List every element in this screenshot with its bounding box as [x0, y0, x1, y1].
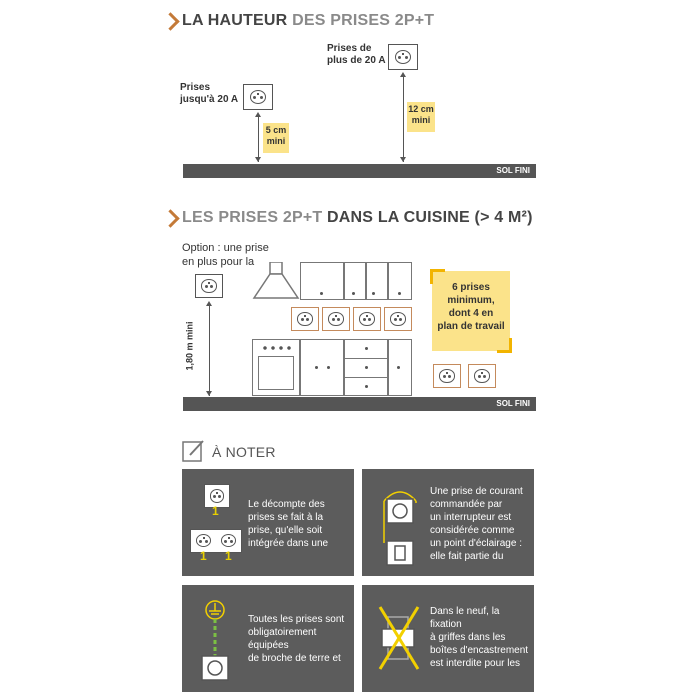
knob	[365, 385, 368, 388]
extra-socket	[468, 364, 496, 388]
section-3-title: À NOTER	[212, 444, 276, 460]
card-line: de broche de terre et	[248, 653, 341, 664]
height-line	[403, 75, 404, 162]
card-line: fixation	[430, 619, 462, 630]
label-line: Prises	[180, 82, 211, 93]
range-hood	[252, 262, 300, 302]
height-label-180: 1,80 m mini	[184, 321, 195, 371]
ground-socket-icon	[198, 599, 232, 683]
drawer-divider	[344, 377, 388, 378]
height-line	[258, 115, 259, 162]
arrow-down-icon	[255, 157, 261, 162]
knob	[352, 292, 355, 295]
upper-cabinet	[366, 262, 388, 300]
extra-socket	[433, 364, 461, 388]
double-socket-icon	[190, 529, 242, 553]
tag-line: 5 cm	[265, 125, 287, 135]
card-text	[430, 605, 528, 670]
floor-bar	[183, 397, 536, 411]
title-bold: LA HAUTEUR	[182, 12, 288, 29]
knob	[398, 292, 401, 295]
card-line: considérée comme	[430, 525, 515, 536]
chevron-right-icon	[161, 12, 179, 30]
title-bold: DANS LA CUISINE (> 4 M²)	[327, 209, 533, 226]
drawer-divider	[344, 358, 388, 359]
card-line: boîtes d'encastrement	[430, 645, 529, 656]
height-tag-12cm	[407, 102, 435, 132]
knob	[320, 292, 323, 295]
card-line: obligatoirement	[248, 627, 317, 638]
card-text	[248, 613, 344, 665]
count-mark: 1	[225, 549, 232, 563]
title-light: LES PRISES 2P+T	[182, 209, 323, 226]
card-line: à griffes dans les	[430, 632, 506, 643]
count-mark: 1	[200, 549, 207, 563]
note-card-2	[362, 469, 534, 576]
pencil-note-icon	[182, 439, 206, 463]
forbidden-claw-icon	[376, 603, 422, 673]
note-corner	[497, 338, 512, 353]
chevron-right-icon	[161, 209, 179, 227]
arrow-down-icon	[400, 157, 406, 162]
knob	[327, 366, 330, 369]
card-line: commandée par	[430, 499, 503, 510]
card-line: elle fait partie du	[430, 551, 504, 562]
count-mark: 1	[212, 504, 219, 518]
floor-label: SOL FINI	[496, 399, 530, 408]
title-light: DES PRISES 2P+T	[292, 12, 435, 29]
section-1-title	[182, 12, 434, 30]
height-tag-5cm	[263, 123, 289, 153]
card-line: un interrupteur est	[430, 512, 512, 523]
note-line: dont 4 en	[448, 308, 494, 319]
floor-label: SOL FINI	[496, 166, 530, 175]
knob	[315, 366, 318, 369]
prises-note	[432, 271, 510, 351]
height-line	[209, 304, 210, 396]
card-line: intégrée dans une	[248, 538, 329, 549]
card-text	[430, 485, 523, 563]
floor-bar	[183, 164, 536, 178]
lamp-switch-icon	[374, 481, 426, 571]
note-card-3	[182, 585, 354, 692]
note-line: plan de travail	[437, 321, 505, 332]
note-card-1	[182, 469, 354, 576]
knob	[365, 366, 368, 369]
base-cabinet	[300, 339, 344, 396]
label-line: plus de 20 A	[327, 55, 386, 66]
label-line: Prises de	[327, 43, 372, 54]
tag-line: mini	[266, 136, 286, 146]
note-line: minimum,	[447, 295, 495, 306]
card-line: Toutes les prises sont	[248, 614, 345, 625]
card-line: équipées	[248, 640, 289, 651]
knob	[372, 292, 375, 295]
small-socket-label	[180, 82, 238, 106]
worktop-socket	[291, 307, 319, 331]
label-line: en plus pour la	[182, 256, 255, 268]
knob	[365, 347, 368, 350]
knob	[397, 366, 400, 369]
upper-cabinet	[344, 262, 366, 300]
card-text	[248, 498, 328, 550]
note-line: 6 prises	[452, 282, 490, 293]
oven-knobs	[261, 346, 293, 350]
note-text	[432, 281, 510, 333]
card-line: Dans le neuf, la	[430, 606, 500, 617]
socket-option	[195, 274, 223, 298]
note-card-4	[362, 585, 534, 692]
card-line: prise, qu'elle soit	[248, 525, 323, 536]
card-line: est interdite pour les	[430, 658, 521, 669]
label-line: Option : une prise	[182, 242, 269, 254]
worktop-socket	[353, 307, 381, 331]
worktop-socket	[322, 307, 350, 331]
card-line: prises se fait à la	[248, 512, 324, 523]
tag-line: 12 cm	[408, 104, 434, 114]
socket-large	[388, 44, 418, 70]
arrow-down-icon	[206, 391, 212, 396]
tag-line: mini	[411, 115, 431, 125]
large-socket-label	[327, 43, 386, 67]
section-2-title	[182, 209, 533, 227]
socket-small	[243, 84, 273, 110]
base-cabinet	[388, 339, 412, 396]
worktop-socket	[384, 307, 412, 331]
label-line: jusqu'à 20 A	[180, 94, 239, 105]
oven-door	[258, 356, 294, 390]
card-line: un point d'éclairage :	[430, 538, 522, 549]
card-line: Le décompte des	[248, 499, 325, 510]
card-line: Une prise de courant	[430, 486, 523, 497]
